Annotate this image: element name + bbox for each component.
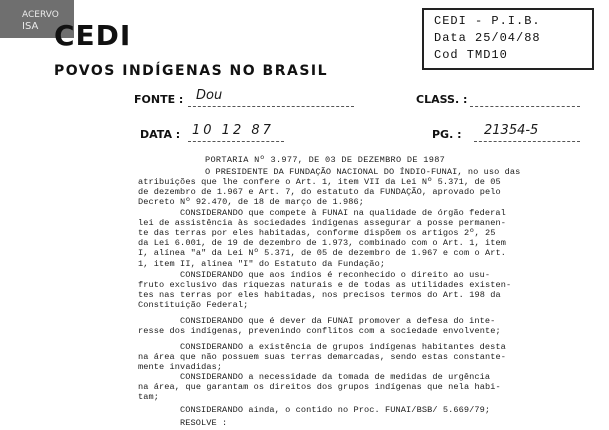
class-underline — [470, 106, 580, 107]
body-line: tes nas terras por eles habitadas, nos precisos termos do Art. 198 da — [138, 290, 501, 300]
data-value: 10 12 87 — [192, 123, 274, 138]
stamp-line1: CEDI - P.I.B. — [434, 14, 541, 28]
body-line: CONSIDERANDO a necessidade da tomada de medidas de urgência — [180, 372, 491, 382]
body-line: RESOLVE : — [180, 418, 228, 428]
pg-value: 21354-5 — [484, 123, 539, 138]
body-line: mente invadidas; — [138, 362, 223, 372]
body-line: de dezembro de 1.967 e Art. 7, do estatuto da FUNDAÇÃO, aprovado pelo — [138, 187, 501, 197]
pg-label: PG. : — [432, 128, 462, 141]
badge-line2: ISA — [22, 21, 39, 32]
body-line: CONSIDERANDO que compete à FUNAI na qualidade de órgão federal — [180, 208, 506, 218]
body-line: CONSIDERANDO que aos índios é reconhecido o direito ao usu- — [180, 270, 491, 280]
fonte-underline — [188, 106, 354, 107]
body-line: na área, que garantam os direitos dos grupos indígenas que nela habi- — [138, 382, 501, 392]
fonte-label: FONTE : — [134, 93, 184, 106]
body-line: resse dos indígenas, prevenindo conflitos com a sociedade envolvente; — [138, 326, 501, 336]
body-line: CONSIDERANDO ainda, o contido no Proc. FUNAI/BSB/ 5.669/79; — [180, 405, 491, 415]
data-underline — [188, 141, 284, 142]
class-label: CLASS. : — [416, 93, 468, 106]
body-line: atribuições que lhe confere o Art. 1, item VII da Lei Nº 5.371, de 05 — [138, 177, 501, 187]
body-line: Constituição Federal; — [138, 300, 249, 310]
body-line: Decreto Nº 92.470, de 18 de março de 1.986; — [138, 197, 365, 207]
org-name: CEDI — [54, 19, 132, 52]
decree-title: PORTARIA Nº 3.977, DE 03 DE DEZEMBRO DE 1987 — [205, 155, 446, 165]
body-line: da Lei 6.001, de 19 de dezembro de 1.973, combinado com o Art. 1, item — [138, 238, 506, 248]
stamp-line2: Data 25/04/88 — [434, 31, 541, 45]
body-line: te das terras por eles habitadas, conforme dispõem os artigos 2º, 25 — [138, 228, 496, 238]
body-line: tam; — [138, 392, 160, 402]
body-line: I, alínea "a" da Lei Nº 5.371, de 05 de dezembro de 1.967 e com o Art. — [138, 248, 506, 258]
body-line: O PRESIDENTE DA FUNDAÇÃO NACIONAL DO ÍNDIO-FUNAI, no uso das — [205, 167, 521, 177]
pg-underline — [474, 141, 580, 142]
badge-line1: ACERVO — [22, 10, 59, 20]
page-subtitle: POVOS INDÍGENAS NO BRASIL — [54, 63, 329, 79]
stamp-line3: Cod TMD10 — [434, 48, 508, 62]
data-label: DATA : — [140, 128, 181, 141]
body-line: fruto exclusivo das riquezas naturais e de todas as utilidades existen- — [138, 280, 512, 290]
body-line: lei de assistência às sociedades indígenas assegurar a posse permanen- — [138, 218, 506, 228]
body-line: 1, item II, alínea "I" do Estatuto da Fundação; — [138, 259, 386, 269]
body-line: CONSIDERANDO a existência de grupos indígenas habitantes desta — [180, 342, 506, 352]
fonte-value: Dou — [196, 88, 223, 103]
archive-stamp — [422, 8, 594, 70]
body-line: CONSIDERANDO que é dever da FUNAI promover a defesa do inte- — [180, 316, 496, 326]
body-line: na área que não possuem suas terras demarcadas, sendo estas constante- — [138, 352, 506, 362]
